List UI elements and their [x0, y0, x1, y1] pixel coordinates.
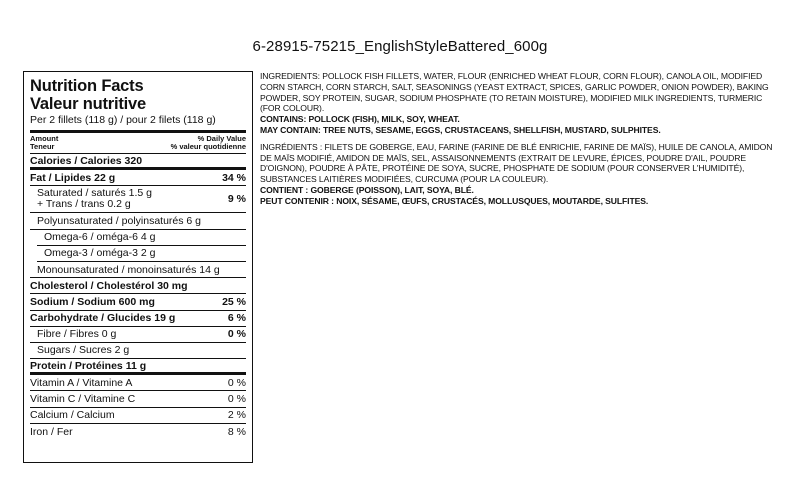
- ingredients-section: [260, 71, 780, 213]
- ingredients-en-block: [260, 71, 780, 136]
- sodium-label: Sodium / Sodium 600 mg: [30, 295, 155, 308]
- fat-label: Fat / Lipides 22 g: [30, 171, 116, 184]
- monounsaturated-label: Monounsaturated / monoinsaturés 14 g: [37, 263, 220, 276]
- iron-percent: 8 %: [227, 425, 246, 438]
- omega6-label: Omega-6 / oméga-6 4 g: [44, 231, 156, 244]
- fibre-label: Fibre / Fibres 0 g: [37, 328, 117, 341]
- fat-row: [30, 170, 246, 186]
- vitamin-a-label: Vitamin A / Vitamine A: [30, 376, 133, 389]
- nutrition-facts-panel: [23, 71, 253, 463]
- vitamin-c-row: [30, 391, 246, 407]
- fibre-percent: 0 %: [227, 328, 246, 341]
- file-title: 6-28915-75215_EnglishStyleBattered_600g: [252, 38, 548, 55]
- nutrition-title-fr: Valeur nutritive: [30, 95, 147, 113]
- vitamin-c-label: Vitamin C / Vitamine C: [30, 393, 136, 406]
- trans-label: + Trans / trans 0.2 g: [37, 198, 131, 211]
- calcium-label: Calcium / Calcium: [30, 409, 115, 422]
- omega6-row: [37, 230, 246, 246]
- carbohydrate-row: [30, 311, 246, 327]
- ingredients-fr-block: [260, 142, 780, 207]
- contains-en: CONTAINS: POLLOCK (FISH), MILK, SOY, WHEAT.: [260, 114, 460, 125]
- protein-row: [30, 359, 246, 375]
- fibre-row: [30, 327, 246, 343]
- daily-value-label-en: % Daily Value: [197, 134, 246, 143]
- sugars-label: Sugars / Sucres 2 g: [37, 344, 130, 357]
- calcium-percent: 2 %: [227, 409, 246, 422]
- calories-label: Calories / Calories 320: [30, 154, 143, 167]
- cholesterol-row: [30, 278, 246, 294]
- daily-value-label-fr: % valeur quotidienne: [170, 142, 246, 151]
- omega3-row: [37, 246, 246, 262]
- amount-label: Amount: [30, 134, 59, 143]
- iron-label: Iron / Fer: [30, 425, 73, 438]
- carbohydrate-label: Carbohydrate / Glucides 19 g: [30, 312, 176, 325]
- may-contain-fr: PEUT CONTENIR : NOIX, SÉSAME, ŒUFS, CRUSTACÉS, MOLLUSQUES, MOUTARDE, SULFITES.: [260, 195, 649, 206]
- saturated-trans-row: [30, 186, 246, 213]
- ingredients-en: INGREDIENTS: POLLOCK FISH FILLETS, WATER, FLOUR (ENRICHED WHEAT FLOUR, CORN FLOUR), CANOLA OIL, MODIFIED CORN STARCH, CORN STARCH, SALT, SEASONINGS (YEAST EXTRACT, SPICES, GARLIC POWDER, ONION POWDER), BAKING POWDER, SOY PROTEIN, SUGAR, SODIUM PHOSPHATE (TO RETAIN MOISTURE), MODIFIED MILK INGREDIENTS, TURMERIC (FOR COLOUR).: [260, 71, 769, 114]
- fat-percent: 34 %: [222, 171, 246, 184]
- polyunsaturated-row: [30, 213, 246, 229]
- vitamin-c-percent: 0 %: [227, 393, 246, 406]
- calcium-row: [30, 408, 246, 424]
- saturated-label: Saturated / saturés 1.5 g: [37, 186, 152, 199]
- sugars-row: [30, 343, 246, 359]
- vitamin-a-percent: 0 %: [227, 376, 246, 389]
- saturated-trans-percent: 9 %: [227, 193, 246, 206]
- sodium-percent: 25 %: [222, 295, 246, 308]
- monounsaturated-row: [30, 262, 246, 278]
- contains-fr: CONTIENT : GOBERGE (POISSON), LAIT, SOYA, BLÉ.: [260, 184, 474, 195]
- ingredients-fr: INGRÉDIENTS : FILETS DE GOBERGE, EAU, FARINE (FARINE DE BLÉ ENRICHIE, FARINE DE MAÏS), HUILE DE CANOLA, AMIDON DE MAÏS MODIFIÉ, AMIDON DE MAÏS, SEL, ASSAISONNEMENTS (EXTRAIT DE LEVURE, ÉPICES, POUDRE D'AIL, POUDRE D'OIGNON), POUDRE À PÂTE, PROTÉINE DE SOYA, SUCRE, PHOSPHATE DE SODIUM (POUR CONSERVER L'HUMIDITÉ), SUBSTANCES LAITIÈRES MODIFIÉES, CURCUMA (POUR LA COULEUR).: [260, 141, 773, 185]
- carbohydrate-percent: 6 %: [227, 312, 246, 325]
- iron-row: [30, 424, 246, 440]
- cholesterol-label: Cholesterol / Cholestérol 30 mg: [30, 279, 188, 292]
- nutrition-title-en: Nutrition Facts: [30, 77, 144, 95]
- polyunsaturated-label: Polyunsaturated / polyinsaturés 6 g: [37, 214, 202, 227]
- calories-row: [30, 154, 246, 170]
- teneur-label: Teneur: [30, 142, 55, 151]
- vitamin-a-row: [30, 375, 246, 391]
- protein-label: Protein / Protéines 11 g: [30, 359, 147, 372]
- may-contain-en: MAY CONTAIN: TREE NUTS, SESAME, EGGS, CRUSTACEANS, SHELLFISH, MUSTARD, SULPHITES.: [260, 124, 661, 135]
- omega3-label: Omega-3 / oméga-3 2 g: [44, 247, 156, 260]
- daily-value-header: [30, 133, 246, 154]
- sodium-row: [30, 294, 246, 310]
- serving-size: Per 2 fillets (118 g) / pour 2 filets (118 g): [30, 114, 246, 133]
